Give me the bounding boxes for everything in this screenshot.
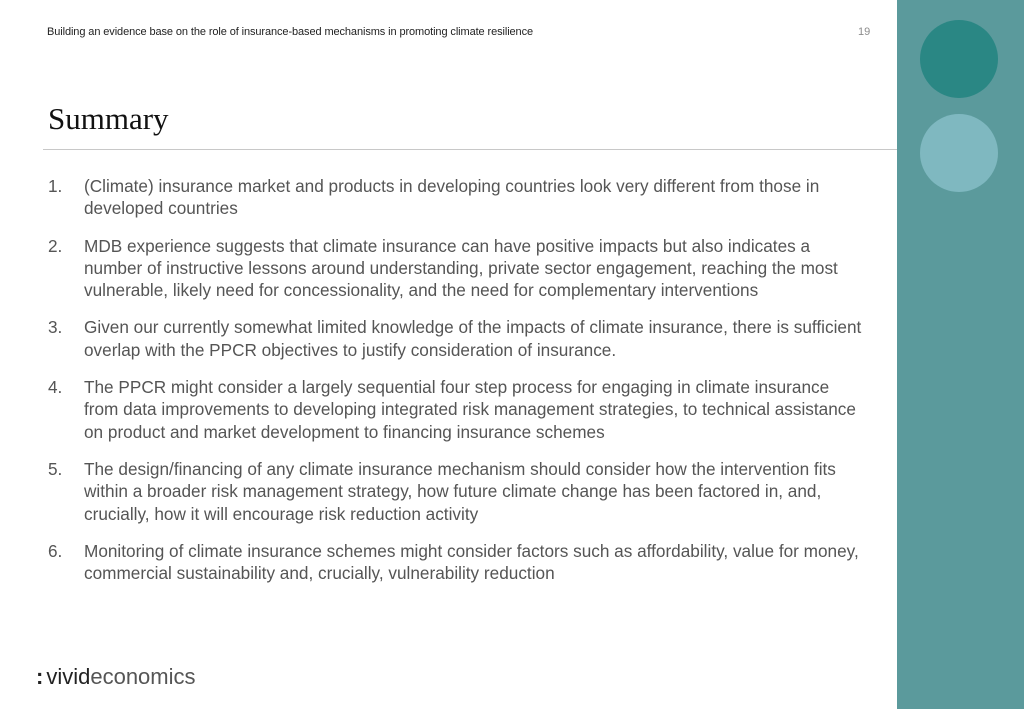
logo-text-economics: economics bbox=[90, 664, 196, 689]
summary-list bbox=[48, 175, 868, 599]
item-text: The PPCR might consider a largely sequential four step process for engaging in climate insurance from data improvements to developing integrated risk management strategies, to technical assistance on product and market development to financing insurance schemes bbox=[84, 377, 856, 442]
summary-item-5 bbox=[48, 458, 868, 525]
item-text: (Climate) insurance market and products in developing countries look very different from those in developed countries bbox=[84, 176, 820, 219]
decorative-circle-light bbox=[920, 114, 998, 192]
decorative-circle-dark bbox=[920, 20, 998, 98]
item-text: MDB experience suggests that climate insurance can have positive impacts but also indicates a number of instructive lessons around understanding, private sector engagement, reaching the most vulnerable, likely need for concessionality, and the need for complementary interventions bbox=[84, 235, 838, 301]
title-divider bbox=[43, 149, 897, 150]
document-subtitle: Building an evidence base on the role of insurance-based mechanisms in promoting climate resilience bbox=[47, 26, 533, 38]
logo-dots: : bbox=[36, 664, 44, 689]
item-text: Given our currently somewhat limited knowledge of the impacts of climate insurance, there is sufficient overlap with the PPCR objectives to justify consideration of insurance. bbox=[84, 317, 862, 360]
company-logo bbox=[36, 664, 196, 690]
item-number: 2. bbox=[48, 235, 63, 256]
summary-item-1 bbox=[48, 175, 868, 220]
item-number: 5. bbox=[48, 458, 63, 479]
summary-item-6 bbox=[48, 540, 868, 585]
summary-item-4 bbox=[48, 376, 868, 443]
page-title: Summary bbox=[48, 101, 169, 136]
item-text: The design/financing of any climate insurance mechanism should consider how the intervention fits within a broader risk management strategy, how future climate change has been factored in, and, crucially, how it will encourage risk reduction activity bbox=[84, 458, 836, 524]
page-number: 19 bbox=[858, 26, 871, 38]
item-text: Monitoring of climate insurance schemes might consider factors such as affordability, value for money, commercial sustainability and, crucially, vulnerability reduction bbox=[84, 540, 859, 584]
decorative-sidebar bbox=[897, 0, 1024, 709]
item-number: 6. bbox=[48, 540, 63, 561]
logo-text-vivid: vivid bbox=[46, 664, 91, 689]
item-number: 4. bbox=[48, 377, 63, 398]
summary-item-3 bbox=[48, 316, 868, 361]
item-number: 3. bbox=[48, 317, 63, 338]
item-number: 1. bbox=[48, 176, 63, 196]
summary-item-2 bbox=[48, 235, 868, 302]
